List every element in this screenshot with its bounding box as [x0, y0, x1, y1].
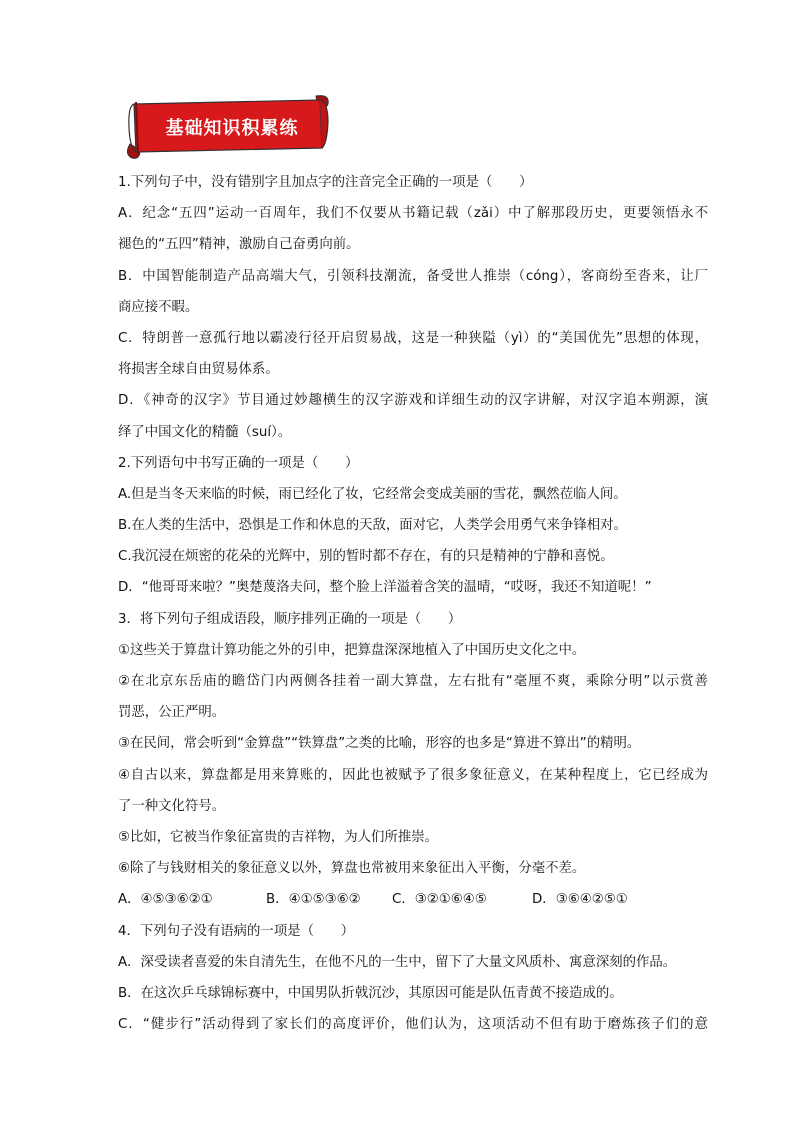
section-banner [124, 92, 334, 162]
q2-option-b: B.在人类的生活中，恐惧是工作和休息的天敌，面对它，人类学会用勇气来争锋相对。 [118, 518, 627, 534]
q3-option-d: D．③⑥④②⑤① [532, 892, 628, 908]
q3-option-b: B．④①⑤③⑥② [266, 892, 361, 908]
q1-option-b: B．中国智能制造产品高端大气，引领科技潮流，备受世人推崇（cóng），客商纷至沓来，让厂 [118, 268, 708, 284]
q4-stem: 4．下列句子没有语病的一项是（ ） [118, 923, 355, 939]
q1-stem: 1.下列句子中，没有错别字且加点字的注音完全正确的一项是（ ） [118, 175, 533, 190]
q4-option-b: B．在这次乒乓球锦标赛中，中国男队折戟沉沙，其原因可能是队伍青黄不接造成的。 [118, 985, 623, 1001]
q3-sentence-4: ④自古以来，算盘都是用来算账的，因此也被赋予了很多象征意义，在某种程度上，它已经成为 [118, 767, 708, 783]
q3-sentence-2-cont: 罚恶，公正严明。 [118, 705, 226, 721]
q3-stem: 3．将下列句子组成语段，顺序排列正确的一项是（ ） [118, 611, 462, 627]
q1-option-a: A．纪念“五四”运动一百周年，我们不仅要从书籍记载（zǎi）中了解那段历史，更要领悟永不 [118, 206, 708, 222]
q1-option-c-cont: 将损害全球自由贸易体系。 [118, 362, 279, 378]
q3-sentence-3: ③在民间，常会听到“金算盘”“铁算盘”之类的比喻，形容的也多是“算进不算出”的精明。 [118, 736, 641, 752]
q2-option-a: A.但是当冬天来临的时候，雨已经化了妆，它经常会变成美丽的雪花，飘然莅临人间。 [118, 486, 627, 502]
banner-title: 基础知识积累练 [165, 118, 299, 139]
q2-option-d: D．“他哥哥来啦？”奥楚蔑洛夫问，整个脸上洋溢着含笑的温晴，“哎呀，我还不知道呢！” [118, 580, 652, 596]
q1-option-d: D．《神奇的汉字》节目通过妙趣横生的汉字游戏和详细生动的汉字讲解，对汉字追本朔源，演 [118, 393, 708, 409]
q4-option-c: C．“健步行”活动得到了家长们的高度评价，他们认为，这项活动不但有助于磨炼孩子们的意 [118, 1017, 708, 1033]
q3-option-c: C．③②①⑥④⑤ [392, 892, 487, 908]
q1-option-a-cont: 褪色的“五四”精神，激励自己奋勇向前。 [118, 237, 360, 253]
q3-sentence-4-cont: 了一种文化符号。 [118, 798, 226, 814]
q3-sentence-2: ②在北京东岳庙的瞻岱门内两侧各挂着一副大算盘，左右批有“毫厘不爽，乘除分明”以示赏善 [118, 674, 708, 689]
q1-option-b-cont: 商应接不暇。 [118, 299, 199, 315]
q1-option-d-cont: 绎了中国文化的精髓（suí）。 [118, 424, 292, 440]
q3-sentence-6: ⑥除了与钱财相关的象征意义以外，算盘也常被用来象征出入平衡，分毫不差。 [118, 861, 586, 877]
q3-options [118, 884, 708, 915]
q2-stem: 2.下列语句中书写正确的一项是（ ） [118, 455, 359, 471]
q3-sentence-5: ⑤比如，它被当作象征富贵的吉祥物，为人们所推崇。 [118, 829, 438, 845]
q3-option-a: A．④⑤③⑥②① [118, 892, 213, 908]
q3-sentence-1: ①这些关于算盘计算功能之外的引申，把算盘深深地植入了中国历史文化之中。 [118, 642, 586, 658]
q2-option-c: C.我沉浸在烦密的花朵的光辉中，别的暂时都不存在，有的只是精神的宁静和喜悦。 [118, 549, 614, 565]
q1-option-c: C．特朗普一意孤行地以霸凌行径开启贸易战，这是一种狭隘（yì）的“美国优先”思想的体现， [118, 330, 708, 346]
question-content [118, 167, 708, 1040]
q4-option-a: A．深受读者喜爱的朱自清先生，在他不凡的一生中，留下了大量文风质朴、寓意深刻的作品。 [118, 954, 677, 970]
